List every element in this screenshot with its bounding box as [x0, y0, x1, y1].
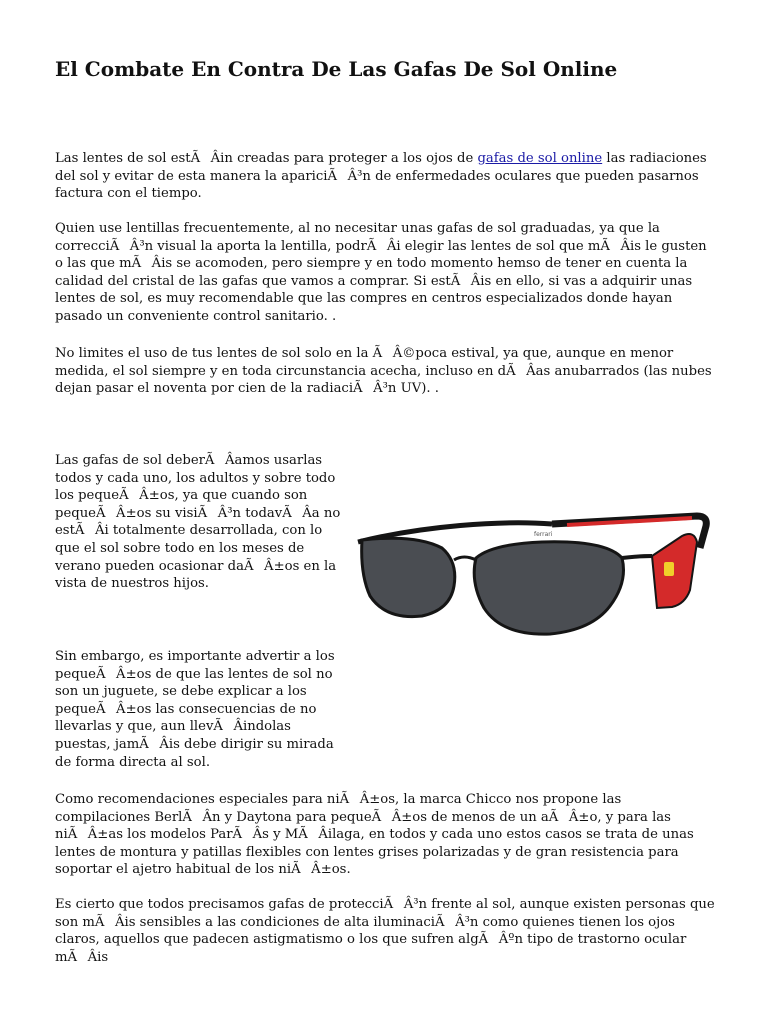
paragraph-children: Las gafas de sol deberÃÂamos usarlas todos y cada uno, los adultos y sobre todo los pequeÃÂ±os, ya que cuando son pequeÃÂ±os su visiÃÂ³n todavÃÂa no estÃÂi totalmente desarrollada, con lo que el sol sobre todo en los meses de verano pueden ocasionar daÃÂ±os en la vista de nuestros hijos.	[55, 453, 341, 592]
intro-text-after: las radiaciones del sol y evitar de esta manera la apariciÃÂ³n de enfermedades oculares que pueden pasarnos factura con el tiempo.	[55, 151, 707, 202]
paragraph-contact-lenses: Quien use lentillas frecuentemente, al no necesitar unas gafas de sol graduadas, ya que la correcciÃÂ³n visual la aporta la lentilla, podrÃÂi elegir las lentes de sol que mÃÂis le gusten o las que mÃÂis se acomoden, pero siempre y en todo momento hemso de tener en cuenta la calidad del cristal de las gafas que vamos a comprar. Si estÃÂis en ello, si vas a adquirir unas lentes de sol, es muy recomendable que las compres en centros especializados donde hayan pasado un conveniente control sanitario. .	[55, 221, 707, 324]
paragraph-sensitive: Es cierto que todos precisamos gafas de protecciÃÂ³n frente al sol, aunque existen personas que son mÃÂis sensibles a las condiciones de alta iluminaciÃÂ³n como quienes tienen los ojos claros, aquellos que padecen astigmatismo o los que sufren algÃÂºn tipo de trastorno ocular mÃÂis	[55, 897, 715, 965]
sunglasses-online-link[interactable]: gafas de sol online	[477, 151, 603, 166]
article-title: El Combate En Contra De Las Gafas De Sol Online	[55, 57, 618, 81]
paragraph-intro	[55, 150, 717, 203]
paragraph-chicco: Como recomendaciones especiales para niÃÂ±os, la marca Chicco nos propone las compilaciones BerlÃÂn y Daytona para pequeÃÂ±os de menos de un aÃÂ±o, y para las niÃÂ±as los modelos ParÃÂs y MÃÂilaga, en todos y cada uno estos casos se trata de unas lentes de montura y patillas flexibles con lentes grises polarizadas y de gran resistencia para soportar el ajetro habitual de los niÃÂ±os.	[55, 792, 694, 878]
sunglasses-image	[352, 512, 712, 638]
ferrari-badge-icon	[664, 562, 674, 576]
temple-print: ferrari	[534, 531, 553, 538]
intro-text-before: Las lentes de sol estÃÂin creadas para proteger a los ojos de	[55, 151, 478, 166]
paragraph-summer: No limites el uso de tus lentes de sol solo en la ÃÂ©poca estival, ya que, aunque en menor medida, el sol siempre y en toda circunstancia acecha, incluso en dÃÂas anubarrados (las nubes dejan pasar el noventa por cien de la radiaciÃÂ³n UV). .	[55, 346, 712, 397]
paragraph-warning: Sin embargo, es importante advertir a los pequeÃÂ±os de que las lentes de sol no son un juguete, se debe explicar a los pequeÃÂ±os las consecuencias de no llevarlas y que, aun llevÃÂindolas puestas, jamÃÂis debe dirigir su mirada de forma directa al sol.	[55, 649, 335, 770]
